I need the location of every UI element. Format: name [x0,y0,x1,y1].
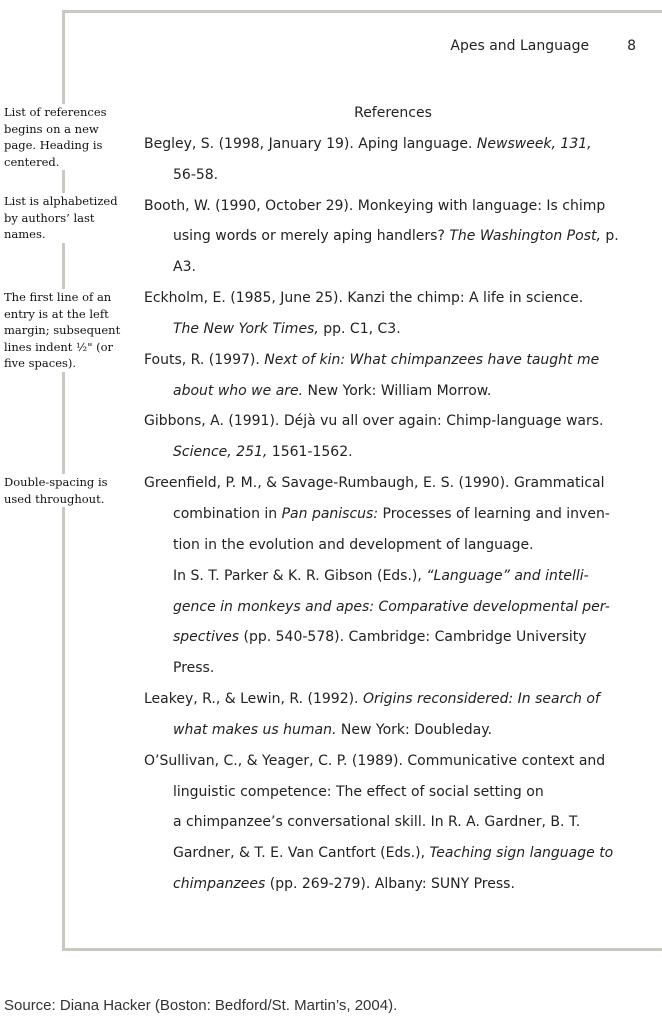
reference-text-segment: Begley, S. (1998, January 19). Aping language. [144,135,477,152]
reference-line [144,653,642,684]
margin-note [0,474,132,507]
reference-italic-segment: The Washington Post, [449,228,601,245]
reference-line [144,592,642,623]
reference-line [144,746,642,777]
page-number: 8 [627,38,636,54]
reference-line [144,283,642,314]
margin-note-line: used throughout. [4,491,105,506]
reference-text-segment: (pp. 540-578). Cambridge: Cambridge University [239,629,587,646]
reference-italic-segment: Origins reconsidered: In search of [362,691,600,708]
reference-line [144,191,642,222]
reference-italic-segment: chimpanzees [173,876,266,893]
reference-line [144,437,642,468]
reference-line [144,622,642,653]
reference-italic-segment: Pan paniscus: [281,505,379,522]
reference-line [144,684,642,715]
reference-text-segment: Gardner, & T. E. Van Cantfort (Eds.), [173,845,430,862]
margin-note-line: page. Heading is [4,138,103,152]
reference-text-segment: linguistic competence: The effect of social setting on [173,783,544,800]
margin-note-line: by authors’ last [4,210,95,225]
reference-line [144,129,642,160]
reference-text-segment: a chimpanzee’s conversational skill. In R. A. Gardner, B. T. [173,814,581,831]
reference-line [144,160,642,191]
margin-note-line: centered. [4,154,60,169]
reference-italic-segment: gence in monkeys and apes: Comparative developmental per- [173,598,610,615]
reference-text-segment: Gibbons, A. (1991). Déjà vu all over again: Chimp-language wars. [144,413,604,430]
reference-line [144,807,642,838]
reference-text-segment: O’Sullivan, C., & Yeager, C. P. (1989). Communicative context and [144,752,606,769]
references-heading: References [354,105,432,121]
reference-line [144,221,642,252]
source-credit: Source: Diana Hacker (Boston: Bedford/St. Martin’s, 2004). [4,997,398,1014]
reference-italic-segment: The New York Times, [173,320,319,337]
reference-italic-segment: Science, 251, [173,444,268,461]
references-list [144,98,642,900]
reference-text-segment: 56-58. [173,166,219,183]
running-head-title: Apes and Language [450,38,590,54]
reference-text-segment: In S. T. Parker & K. R. Gibson (Eds.), [173,567,427,584]
reference-text-segment: Leakey, R., & Lewin, R. (1992). [144,691,363,708]
reference-text-segment: Greenfield, P. M., & Savage-Rumbaugh, E. S. (1990). Grammatical [144,475,605,492]
reference-text-segment: Eckholm, E. (1985, June 25). Kanzi the chimp: A life in science. [144,290,584,307]
reference-line [144,838,642,869]
reference-line [144,406,642,437]
running-header [450,38,636,54]
reference-line [144,499,642,530]
reference-text-segment: Processes of learning and inven- [378,505,610,522]
reference-italic-segment: about who we are. [173,382,304,399]
margin-note-line: names. [4,227,46,241]
reference-line [144,345,642,376]
margin-note-line: five spaces). [4,356,77,370]
margin-note [0,193,132,243]
margin-note [0,104,132,170]
reference-text-segment: combination in [173,505,282,522]
reference-italic-segment: Teaching sign language to [429,845,614,862]
margin-note-line: begins on a new [4,121,99,136]
reference-text-segment: p. [600,228,619,245]
reference-line [144,468,642,499]
reference-line [144,777,642,808]
reference-text-segment: tion in the evolution and development of language. [173,536,534,553]
margin-note-line: The first line of an [4,290,112,304]
reference-text-segment: 1561-1562. [267,444,353,461]
reference-italic-segment: spectives [173,629,240,646]
margin-note-line: margin; subsequent [4,323,121,337]
reference-text-segment: (pp. 269-279). Albany: SUNY Press. [265,876,515,893]
reference-text-segment: Booth, W. (1990, October 29). Monkeying with language: Is chimp [144,197,606,214]
reference-italic-segment: what makes us human. [173,721,337,738]
reference-italic-segment: “Language” and intelli- [426,567,589,584]
reference-text-segment: New York: Doubleday. [336,721,492,738]
margin-note [0,289,132,372]
page-border-bottom [62,948,662,951]
reference-italic-segment: Next of kin: What chimpanzees have taught me [264,351,600,368]
reference-line [144,530,642,561]
reference-line [144,252,642,283]
reference-text-segment: New York: William Morrow. [303,382,492,399]
margin-note-line: Double-spacing is [4,475,108,489]
margin-note-line: entry is at the left [4,306,109,321]
reference-text-segment: Fouts, R. (1997). [144,351,265,368]
margin-note-line: lines indent ½" (or [4,339,114,354]
reference-text-segment: pp. C1, C3. [318,320,401,337]
reference-line [144,314,642,345]
reference-text-segment: Press. [173,660,215,677]
reference-line [144,869,642,900]
reference-line [144,561,642,592]
reference-italic-segment: Newsweek, 131, [476,135,592,152]
margin-note-line: List of references [4,105,107,119]
reference-line [144,715,642,746]
page-border-top [62,10,662,13]
reference-text-segment: A3. [173,259,196,276]
reference-text-segment: using words or merely aping handlers? [173,228,450,245]
reference-line [144,376,642,407]
margin-note-line: List is alphabetized [4,194,118,208]
